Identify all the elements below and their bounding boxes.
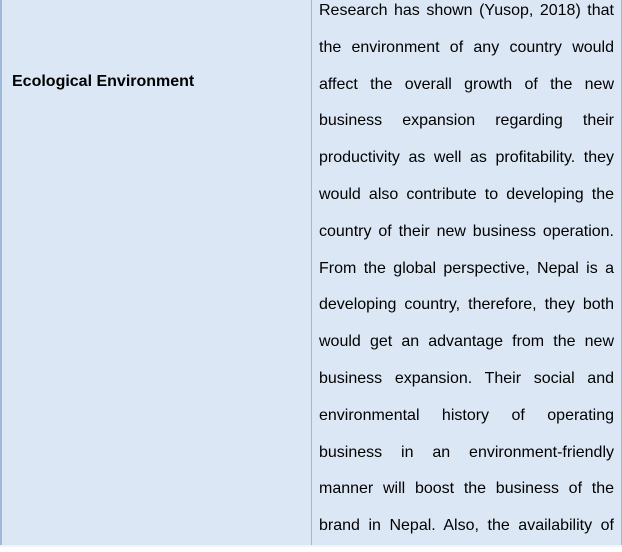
text-line: business expansion regarding their [319, 112, 614, 130]
text-line: From the global perspective, Nepal is a [319, 259, 614, 277]
text-line: would also contribute to developing the [319, 185, 614, 203]
text-line: country of their new business operation. [319, 222, 614, 240]
text-line: Research has shown (Yusop, 2018) that [319, 2, 614, 19]
text-line: business expansion. Their social and [319, 369, 614, 387]
text-line: business in an environment-friendly [319, 443, 614, 461]
text-line: developing country, therefore, they both [319, 296, 614, 314]
text-line: would get an advantage from the new [319, 333, 614, 351]
description-cell [319, 0, 614, 552]
text-line: affect the overall growth of the new [319, 75, 614, 93]
row-label: Ecological Environment [12, 73, 195, 90]
text-line: manner will boost the business of the [319, 480, 614, 498]
text-line: productivity as well as profitability. they [319, 149, 614, 167]
column-divider [311, 0, 312, 545]
text-line: brand in Nepal. Also, the availability of [319, 517, 614, 535]
text-line: environmental history of operating [319, 406, 614, 424]
text-line: the environment of any country would [319, 38, 614, 56]
